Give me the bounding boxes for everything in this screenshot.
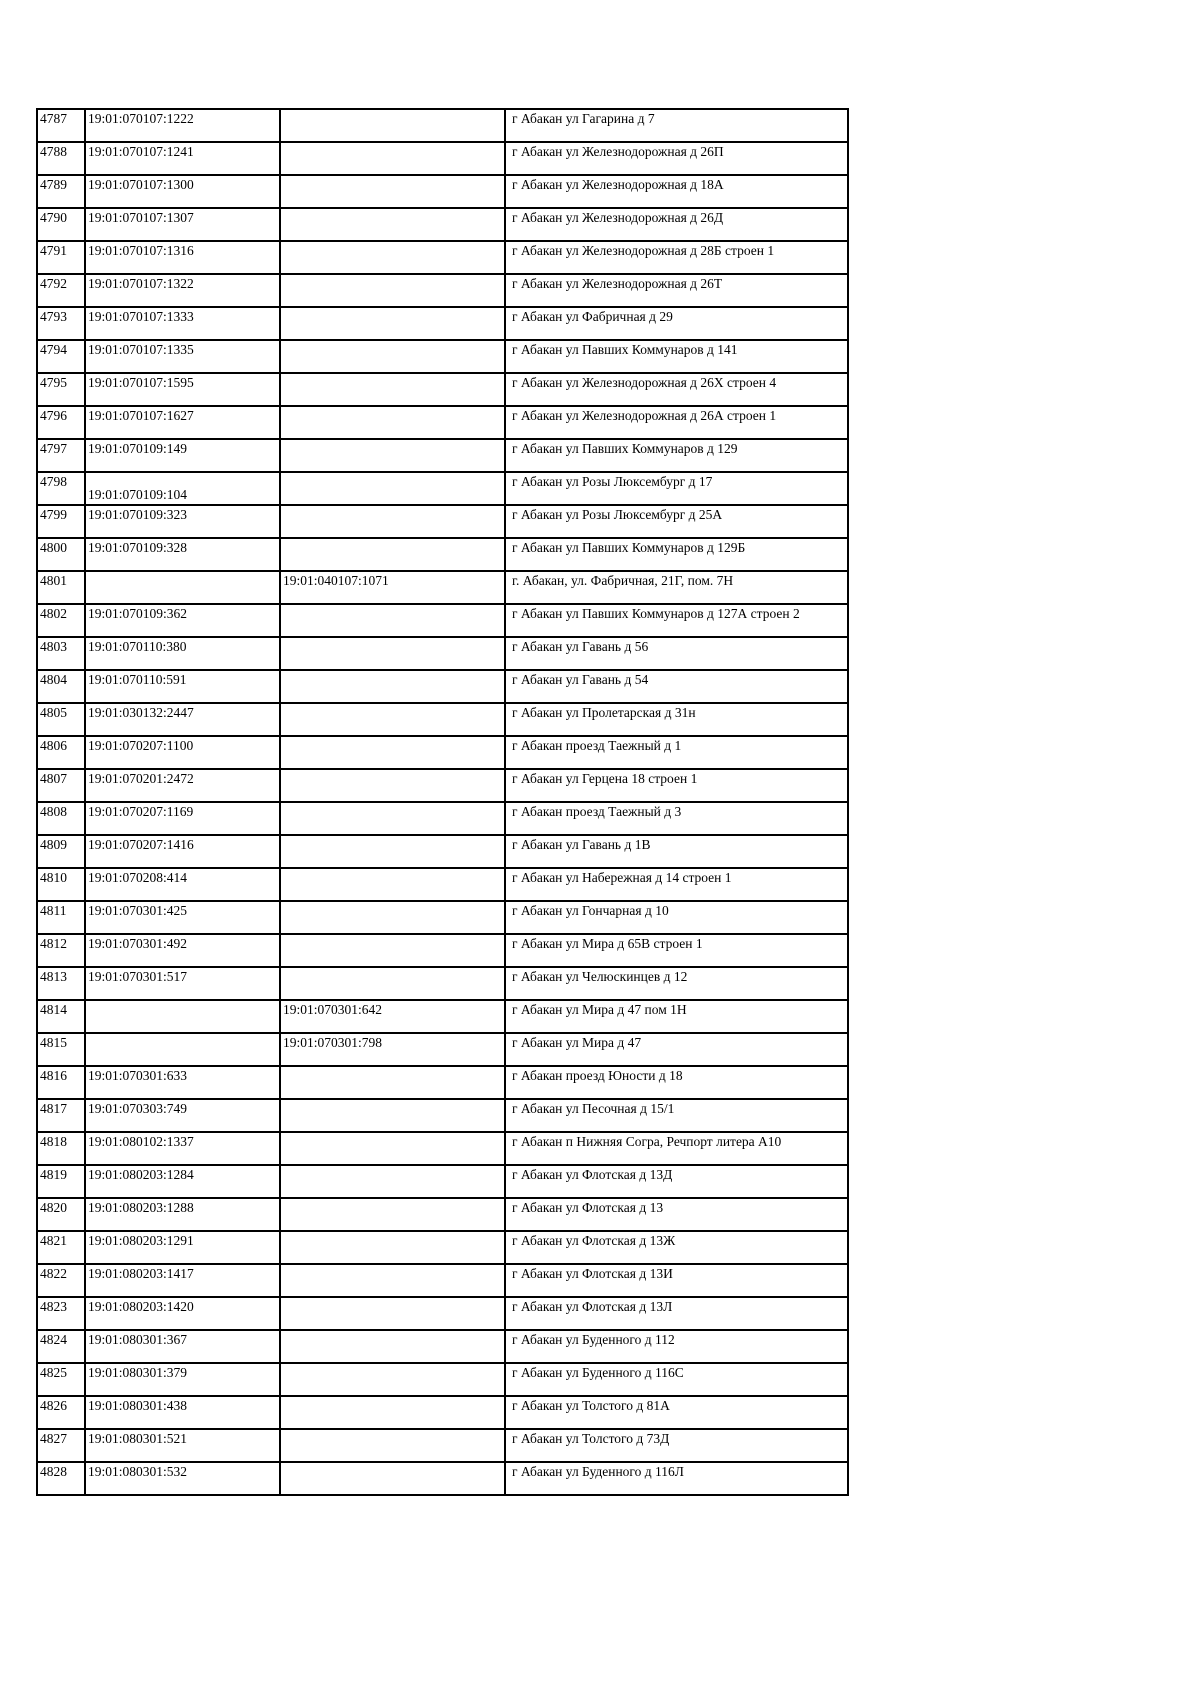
table-row (37, 109, 848, 142)
premises-cadastral-number-cell (280, 1099, 505, 1132)
row-number-cell: 4821 (37, 1231, 85, 1264)
cadastral-number-cell: 19:01:070107:1333 (85, 307, 280, 340)
table-row (37, 1000, 848, 1033)
address-cell: г Абакан проезд Таежный д 1 (505, 736, 848, 769)
cadastral-number-cell: 19:01:080301:379 (85, 1363, 280, 1396)
row-number-cell: 4816 (37, 1066, 85, 1099)
premises-cadastral-number-cell (280, 340, 505, 373)
cadastral-number-cell: 19:01:070301:492 (85, 934, 280, 967)
premises-cadastral-number-cell (280, 1330, 505, 1363)
row-number-cell: 4820 (37, 1198, 85, 1231)
cadastral-number-cell: 19:01:070107:1322 (85, 274, 280, 307)
address-cell: г Абакан ул Челюскинцев д 12 (505, 967, 848, 1000)
premises-cadastral-number-cell (280, 1396, 505, 1429)
address-cell: г Абакан ул Герцена 18 строен 1 (505, 769, 848, 802)
address-cell: г Абакан ул Фабричная д 29 (505, 307, 848, 340)
premises-cadastral-number-cell (280, 637, 505, 670)
row-number-cell: 4805 (37, 703, 85, 736)
table-row (37, 736, 848, 769)
cadastral-number-cell: 19:01:080203:1291 (85, 1231, 280, 1264)
row-number-cell: 4803 (37, 637, 85, 670)
row-number-cell: 4796 (37, 406, 85, 439)
address-cell: г Абакан ул Железнодорожная д 18А (505, 175, 848, 208)
premises-cadastral-number-cell (280, 769, 505, 802)
premises-cadastral-number-cell: 19:01:070301:798 (280, 1033, 505, 1066)
premises-cadastral-number-cell (280, 604, 505, 637)
row-number-cell: 4791 (37, 241, 85, 274)
cadastral-number-cell: 19:01:070207:1169 (85, 802, 280, 835)
table-row (37, 637, 848, 670)
premises-cadastral-number-cell: 19:01:040107:1071 (280, 571, 505, 604)
cadastral-number-cell: 19:01:030132:2447 (85, 703, 280, 736)
table-row (37, 1033, 848, 1066)
premises-cadastral-number-cell (280, 439, 505, 472)
address-cell: г Абакан ул Толстого д 81А (505, 1396, 848, 1429)
table-row (37, 1297, 848, 1330)
premises-cadastral-number-cell (280, 1297, 505, 1330)
cadastral-number-cell: 19:01:070207:1416 (85, 835, 280, 868)
table-row (37, 1429, 848, 1462)
address-cell: г. Абакан, ул. Фабричная, 21Г, пом. 7Н (505, 571, 848, 604)
cadastral-number-cell: 19:01:070301:425 (85, 901, 280, 934)
row-number-cell: 4794 (37, 340, 85, 373)
row-number-cell: 4826 (37, 1396, 85, 1429)
premises-cadastral-number-cell (280, 670, 505, 703)
address-cell: г Абакан ул Железнодорожная д 28Б строен 1 (505, 241, 848, 274)
cadastral-number-cell: 19:01:070301:633 (85, 1066, 280, 1099)
address-cell: г Абакан ул Павших Коммунаров д 129Б (505, 538, 848, 571)
table-row (37, 1165, 848, 1198)
cadastral-number-cell: 19:01:080102:1337 (85, 1132, 280, 1165)
address-cell: г Абакан ул Буденного д 116Л (505, 1462, 848, 1495)
table-row (37, 340, 848, 373)
premises-cadastral-number-cell (280, 1264, 505, 1297)
cadastral-number-cell: 19:01:070107:1335 (85, 340, 280, 373)
address-cell: г Абакан ул Железнодорожная д 26Х строен 4 (505, 373, 848, 406)
row-number-cell: 4811 (37, 901, 85, 934)
premises-cadastral-number-cell (280, 307, 505, 340)
premises-cadastral-number-cell (280, 1231, 505, 1264)
cadastral-number-cell: 19:01:080301:367 (85, 1330, 280, 1363)
address-cell: г Абакан ул Песочная д 15/1 (505, 1099, 848, 1132)
address-cell: г Абакан ул Флотская д 13Д (505, 1165, 848, 1198)
address-cell: г Абакан ул Флотская д 13Л (505, 1297, 848, 1330)
row-number-cell: 4798 (37, 472, 85, 505)
cadastral-number-cell (85, 1000, 280, 1033)
cadastral-number-cell: 19:01:070207:1100 (85, 736, 280, 769)
row-number-cell: 4795 (37, 373, 85, 406)
premises-cadastral-number-cell (280, 934, 505, 967)
table-row (37, 241, 848, 274)
cadastral-number-cell: 19:01:070109:104 (85, 472, 280, 505)
cadastral-number-cell: 19:01:070109:149 (85, 439, 280, 472)
table-row (37, 604, 848, 637)
row-number-cell: 4822 (37, 1264, 85, 1297)
row-number-cell: 4787 (37, 109, 85, 142)
row-number-cell: 4824 (37, 1330, 85, 1363)
table-row (37, 967, 848, 1000)
cadastral-number-cell: 19:01:070107:1595 (85, 373, 280, 406)
address-cell: г Абакан ул Пролетарская д 31н (505, 703, 848, 736)
row-number-cell: 4817 (37, 1099, 85, 1132)
table-row (37, 1231, 848, 1264)
table-row (37, 1132, 848, 1165)
row-number-cell: 4804 (37, 670, 85, 703)
cadastral-number-cell: 19:01:070107:1222 (85, 109, 280, 142)
table-row (37, 670, 848, 703)
address-cell: г Абакан ул Мира д 47 пом 1Н (505, 1000, 848, 1033)
table-row (37, 868, 848, 901)
address-cell: г Абакан ул Павших Коммунаров д 141 (505, 340, 848, 373)
address-cell: г Абакан ул Розы Люксембург д 17 (505, 472, 848, 505)
address-cell: г Абакан ул Гагарина д 7 (505, 109, 848, 142)
table-row (37, 769, 848, 802)
property-table (36, 108, 849, 1496)
cadastral-number-cell: 19:01:070107:1307 (85, 208, 280, 241)
address-cell: г Абакан ул Толстого д 73Д (505, 1429, 848, 1462)
row-number-cell: 4808 (37, 802, 85, 835)
row-number-cell: 4814 (37, 1000, 85, 1033)
row-number-cell: 4806 (37, 736, 85, 769)
cadastral-number-cell (85, 571, 280, 604)
premises-cadastral-number-cell (280, 274, 505, 307)
row-number-cell: 4812 (37, 934, 85, 967)
table-row (37, 571, 848, 604)
address-cell: г Абакан проезд Таежный д 3 (505, 802, 848, 835)
address-cell: г Абакан ул Гончарная д 10 (505, 901, 848, 934)
address-cell: г Абакан ул Железнодорожная д 26Д (505, 208, 848, 241)
premises-cadastral-number-cell (280, 1429, 505, 1462)
cadastral-number-cell: 19:01:070201:2472 (85, 769, 280, 802)
row-number-cell: 4823 (37, 1297, 85, 1330)
address-cell: г Абакан ул Флотская д 13 (505, 1198, 848, 1231)
premises-cadastral-number-cell (280, 142, 505, 175)
address-cell: г Абакан ул Железнодорожная д 26П (505, 142, 848, 175)
table-row (37, 538, 848, 571)
row-number-cell: 4788 (37, 142, 85, 175)
premises-cadastral-number-cell (280, 1132, 505, 1165)
table-row (37, 373, 848, 406)
row-number-cell: 4801 (37, 571, 85, 604)
cadastral-number-cell: 19:01:080203:1284 (85, 1165, 280, 1198)
cadastral-number-cell: 19:01:070107:1316 (85, 241, 280, 274)
table-row (37, 934, 848, 967)
premises-cadastral-number-cell (280, 1462, 505, 1495)
premises-cadastral-number-cell (280, 1066, 505, 1099)
table-row (37, 703, 848, 736)
premises-cadastral-number-cell (280, 505, 505, 538)
table-row (37, 439, 848, 472)
cadastral-number-cell: 19:01:080301:521 (85, 1429, 280, 1462)
address-cell: г Абакан ул Павших Коммунаров д 127А строен 2 (505, 604, 848, 637)
table-row (37, 1330, 848, 1363)
cadastral-number-cell: 19:01:070208:414 (85, 868, 280, 901)
row-number-cell: 4789 (37, 175, 85, 208)
cadastral-number-cell: 19:01:080203:1288 (85, 1198, 280, 1231)
row-number-cell: 4799 (37, 505, 85, 538)
table-row (37, 406, 848, 439)
row-number-cell: 4815 (37, 1033, 85, 1066)
premises-cadastral-number-cell (280, 1363, 505, 1396)
premises-cadastral-number-cell (280, 175, 505, 208)
cadastral-number-cell: 19:01:080203:1417 (85, 1264, 280, 1297)
table-row (37, 802, 848, 835)
address-cell: г Абакан ул Гавань д 54 (505, 670, 848, 703)
table-row (37, 1264, 848, 1297)
address-cell: г Абакан ул Павших Коммунаров д 129 (505, 439, 848, 472)
table-row (37, 472, 848, 505)
premises-cadastral-number-cell (280, 868, 505, 901)
table-row (37, 1066, 848, 1099)
address-cell: г Абакан ул Мира д 47 (505, 1033, 848, 1066)
premises-cadastral-number-cell (280, 835, 505, 868)
cadastral-number-cell: 19:01:070107:1627 (85, 406, 280, 439)
property-table-body (37, 109, 848, 1495)
address-cell: г Абакан ул Железнодорожная д 26Т (505, 274, 848, 307)
premises-cadastral-number-cell (280, 901, 505, 934)
address-cell: г Абакан ул Набережная д 14 строен 1 (505, 868, 848, 901)
cadastral-number-cell: 19:01:070110:591 (85, 670, 280, 703)
premises-cadastral-number-cell (280, 1198, 505, 1231)
row-number-cell: 4825 (37, 1363, 85, 1396)
row-number-cell: 4810 (37, 868, 85, 901)
cadastral-number-cell: 19:01:080203:1420 (85, 1297, 280, 1330)
table-row (37, 901, 848, 934)
row-number-cell: 4797 (37, 439, 85, 472)
row-number-cell: 4809 (37, 835, 85, 868)
cadastral-number-cell: 19:01:070109:323 (85, 505, 280, 538)
premises-cadastral-number-cell (280, 241, 505, 274)
table-row (37, 1099, 848, 1132)
premises-cadastral-number-cell (280, 538, 505, 571)
premises-cadastral-number-cell (280, 802, 505, 835)
premises-cadastral-number-cell (280, 373, 505, 406)
row-number-cell: 4790 (37, 208, 85, 241)
row-number-cell: 4802 (37, 604, 85, 637)
cadastral-number-cell: 19:01:070110:380 (85, 637, 280, 670)
table-row (37, 505, 848, 538)
cadastral-number-cell: 19:01:070109:362 (85, 604, 280, 637)
table-row (37, 307, 848, 340)
row-number-cell: 4827 (37, 1429, 85, 1462)
cadastral-number-cell (85, 1033, 280, 1066)
premises-cadastral-number-cell (280, 736, 505, 769)
table-row (37, 274, 848, 307)
address-cell: г Абакан ул Буденного д 116С (505, 1363, 848, 1396)
cadastral-number-cell: 19:01:070109:328 (85, 538, 280, 571)
row-number-cell: 4819 (37, 1165, 85, 1198)
premises-cadastral-number-cell (280, 967, 505, 1000)
table-row (37, 1363, 848, 1396)
address-cell: г Абакан ул Флотская д 13Ж (505, 1231, 848, 1264)
address-cell: г Абакан п Нижняя Согра, Речпорт литера А10 (505, 1132, 848, 1165)
address-cell: г Абакан ул Розы Люксембург д 25А (505, 505, 848, 538)
cadastral-number-cell: 19:01:070303:749 (85, 1099, 280, 1132)
address-cell: г Абакан ул Мира д 65В строен 1 (505, 934, 848, 967)
premises-cadastral-number-cell (280, 1165, 505, 1198)
address-cell: г Абакан ул Буденного д 112 (505, 1330, 848, 1363)
address-cell: г Абакан ул Гавань д 56 (505, 637, 848, 670)
premises-cadastral-number-cell (280, 208, 505, 241)
cadastral-number-cell: 19:01:080301:438 (85, 1396, 280, 1429)
premises-cadastral-number-cell (280, 703, 505, 736)
table-row (37, 1462, 848, 1495)
address-cell: г Абакан проезд Юности д 18 (505, 1066, 848, 1099)
row-number-cell: 4813 (37, 967, 85, 1000)
row-number-cell: 4818 (37, 1132, 85, 1165)
row-number-cell: 4792 (37, 274, 85, 307)
address-cell: г Абакан ул Гавань д 1В (505, 835, 848, 868)
cadastral-number-cell: 19:01:070301:517 (85, 967, 280, 1000)
table-row (37, 835, 848, 868)
table-row (37, 142, 848, 175)
row-number-cell: 4800 (37, 538, 85, 571)
premises-cadastral-number-cell (280, 472, 505, 505)
cadastral-number-cell: 19:01:080301:532 (85, 1462, 280, 1495)
address-cell: г Абакан ул Флотская д 13И (505, 1264, 848, 1297)
row-number-cell: 4828 (37, 1462, 85, 1495)
table-row (37, 208, 848, 241)
premises-cadastral-number-cell: 19:01:070301:642 (280, 1000, 505, 1033)
table-row (37, 1198, 848, 1231)
premises-cadastral-number-cell (280, 109, 505, 142)
cadastral-number-cell: 19:01:070107:1241 (85, 142, 280, 175)
address-cell: г Абакан ул Железнодорожная д 26А строен 1 (505, 406, 848, 439)
cadastral-number-cell: 19:01:070107:1300 (85, 175, 280, 208)
row-number-cell: 4807 (37, 769, 85, 802)
table-row (37, 175, 848, 208)
premises-cadastral-number-cell (280, 406, 505, 439)
row-number-cell: 4793 (37, 307, 85, 340)
table-row (37, 1396, 848, 1429)
